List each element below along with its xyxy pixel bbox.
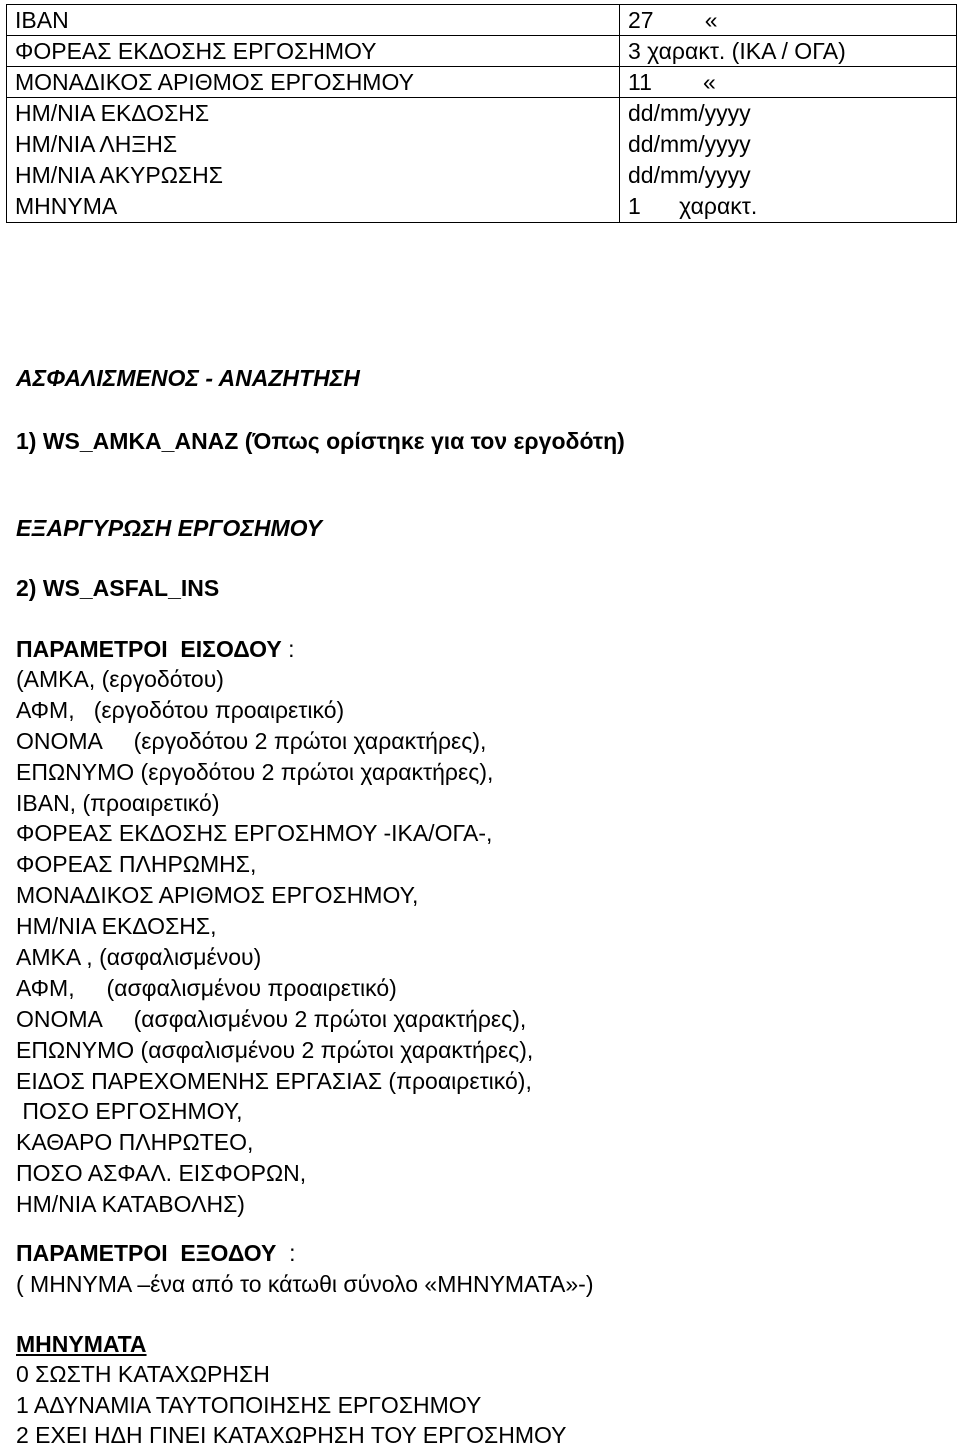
list-item: ΦΟΡΕΑΣ ΕΚΔΟΣΗΣ ΕΡΓΟΣΗΜΟΥ -ΙΚΑ/ΟΓΑ-,: [16, 820, 493, 847]
input-params-heading-line: [16, 636, 295, 663]
list-item: ΑΦΜ, (εργοδότου προαιρετικό): [16, 696, 345, 723]
table-row: [7, 98, 957, 223]
list-item: 2 ΕΧΕΙ ΗΔΗ ΓΙΝΕΙ ΚΑΤΑΧΩΡΗΣΗ ΤΟΥ ΕΡΓΟΣΗΜΟΥ: [16, 1422, 567, 1448]
list-item: (ΑΜΚΑ, (εργοδότου): [16, 666, 224, 692]
field-name-cell: ΜΟΝΑΔΙΚΟΣ ΑΡΙΘΜΟΣ ΕΡΓΟΣΗΜΟΥ: [7, 67, 620, 98]
field-name: ΗΜ/ΝΙΑ ΕΚΔΟΣΗΣ: [15, 100, 210, 126]
service-title-2: 2) WS_ASFAL_INS: [16, 575, 220, 601]
field-format: dd/mm/yyyy: [628, 131, 751, 157]
list-item: ΑΜΚΑ , (ασφαλισμένου): [16, 944, 262, 971]
list-item: ΦΟΡΕΑΣ ΠΛΗΡΩΜΗΣ,: [16, 851, 257, 878]
field-format-cell: 3 χαρακτ. (ΙΚΑ / ΟΓΑ): [620, 36, 957, 67]
list-item: ΕΠΩΝΥΜΟ (εργοδότου 2 πρώτοι χαρακτήρες),: [16, 758, 494, 785]
list-item: ΟΝΟΜΑ (εργοδότου 2 πρώτοι χαρακτήρες),: [16, 727, 487, 754]
input-params-heading: ΠΑΡΑΜΕΤΡΟΙ ΕΙΣΟΔΟΥ: [16, 636, 282, 662]
field-spec-table: [6, 4, 957, 223]
list-item: 0 ΣΩΣΤΗ ΚΑΤΑΧΩΡΗΣΗ: [16, 1361, 270, 1387]
table-row: [7, 36, 957, 67]
field-format-cell-group: [620, 98, 957, 223]
messages-list: [16, 1359, 567, 1451]
table-row: [7, 67, 957, 98]
list-item: ΠΟΣΟ ΕΡΓΟΣΗΜΟΥ,: [16, 1098, 243, 1125]
output-params-colon: :: [276, 1240, 296, 1266]
list-item: ΕΠΩΝΥΜΟ (ασφαλισμένου 2 πρώτοι χαρακτήρες),: [16, 1036, 534, 1063]
list-item: ΜΟΝΑΔΙΚΟΣ ΑΡΙΘΜΟΣ ΕΡΓΟΣΗΜΟΥ,: [16, 882, 419, 909]
field-name: ΗΜ/ΝΙΑ ΑΚΥΡΩΣΗΣ: [15, 162, 223, 188]
list-item: ΟΝΟΜΑ (ασφαλισμένου 2 πρώτοι χαρακτήρες),: [16, 1005, 527, 1032]
list-item: IBAN, (προαιρετικό): [16, 789, 220, 816]
output-params-description: ( ΜΗΝΥΜΑ –ένα από το κάτωθι σύνολο «ΜΗΝΥΜΑΤΑ»-): [16, 1271, 594, 1297]
list-item: ΗΜ/ΝΙΑ ΚΑΤΑΒΟΛΗΣ): [16, 1191, 245, 1218]
section-heading-redeem: ΕΞΑΡΓΥΡΩΣΗ ΕΡΓΟΣΗΜΟΥ: [16, 515, 322, 541]
section-heading-insured: ΑΣΦΑΛΙΣΜΕΝΟΣ - ΑΝΑΖΗΤΗΣΗ: [16, 365, 360, 391]
field-name-cell-group: [7, 98, 620, 223]
list-item: ΗΜ/ΝΙΑ ΕΚΔΟΣΗΣ,: [16, 913, 217, 940]
field-format: 1 χαρακτ.: [628, 193, 758, 219]
service-title-1: 1) WS_AMKA_ANAZ (Όπως ορίστηκε για τον εργοδότη): [16, 428, 625, 454]
field-format-cell: 11 «: [620, 67, 957, 98]
list-item: ΚΑΘΑΡΟ ΠΛΗΡΩΤΕΟ,: [16, 1129, 254, 1156]
field-format: dd/mm/yyyy: [628, 162, 751, 188]
list-item: ΠΟΣΟ ΑΣΦΑΛ. ΕΙΣΦΟΡΩΝ,: [16, 1160, 307, 1187]
input-params-list: [16, 664, 533, 1220]
list-item: ΕΙΔΟΣ ΠΑΡΕΧΟΜΕΝΗΣ ΕΡΓΑΣΙΑΣ (προαιρετικό),: [16, 1067, 532, 1094]
output-params-heading-line: [16, 1240, 296, 1267]
field-format: dd/mm/yyyy: [628, 100, 751, 126]
field-name: ΗΜ/ΝΙΑ ΛΗΞΗΣ: [15, 131, 178, 157]
field-format-cell: 27 «: [620, 5, 957, 36]
table-row: [7, 5, 957, 36]
output-params-heading: ΠΑΡΑΜΕΤΡΟΙ ΕΞΟΔΟΥ: [16, 1240, 277, 1266]
field-name: ΜΗΝΥΜΑ: [15, 193, 118, 219]
input-params-colon: :: [281, 636, 295, 662]
field-name-cell: IBAN: [7, 5, 620, 36]
list-item: 1 ΑΔΥΝΑΜΙΑ ΤΑΥΤΟΠΟΙΗΣΗΣ ΕΡΓΟΣΗΜΟΥ: [16, 1391, 482, 1418]
field-name-cell: ΦΟΡΕΑΣ ΕΚΔΟΣΗΣ ΕΡΓΟΣΗΜΟΥ: [7, 36, 620, 67]
messages-heading: ΜΗΝΥΜΑΤΑ: [16, 1331, 147, 1357]
list-item: ΑΦΜ, (ασφαλισμένου προαιρετικό): [16, 974, 397, 1001]
